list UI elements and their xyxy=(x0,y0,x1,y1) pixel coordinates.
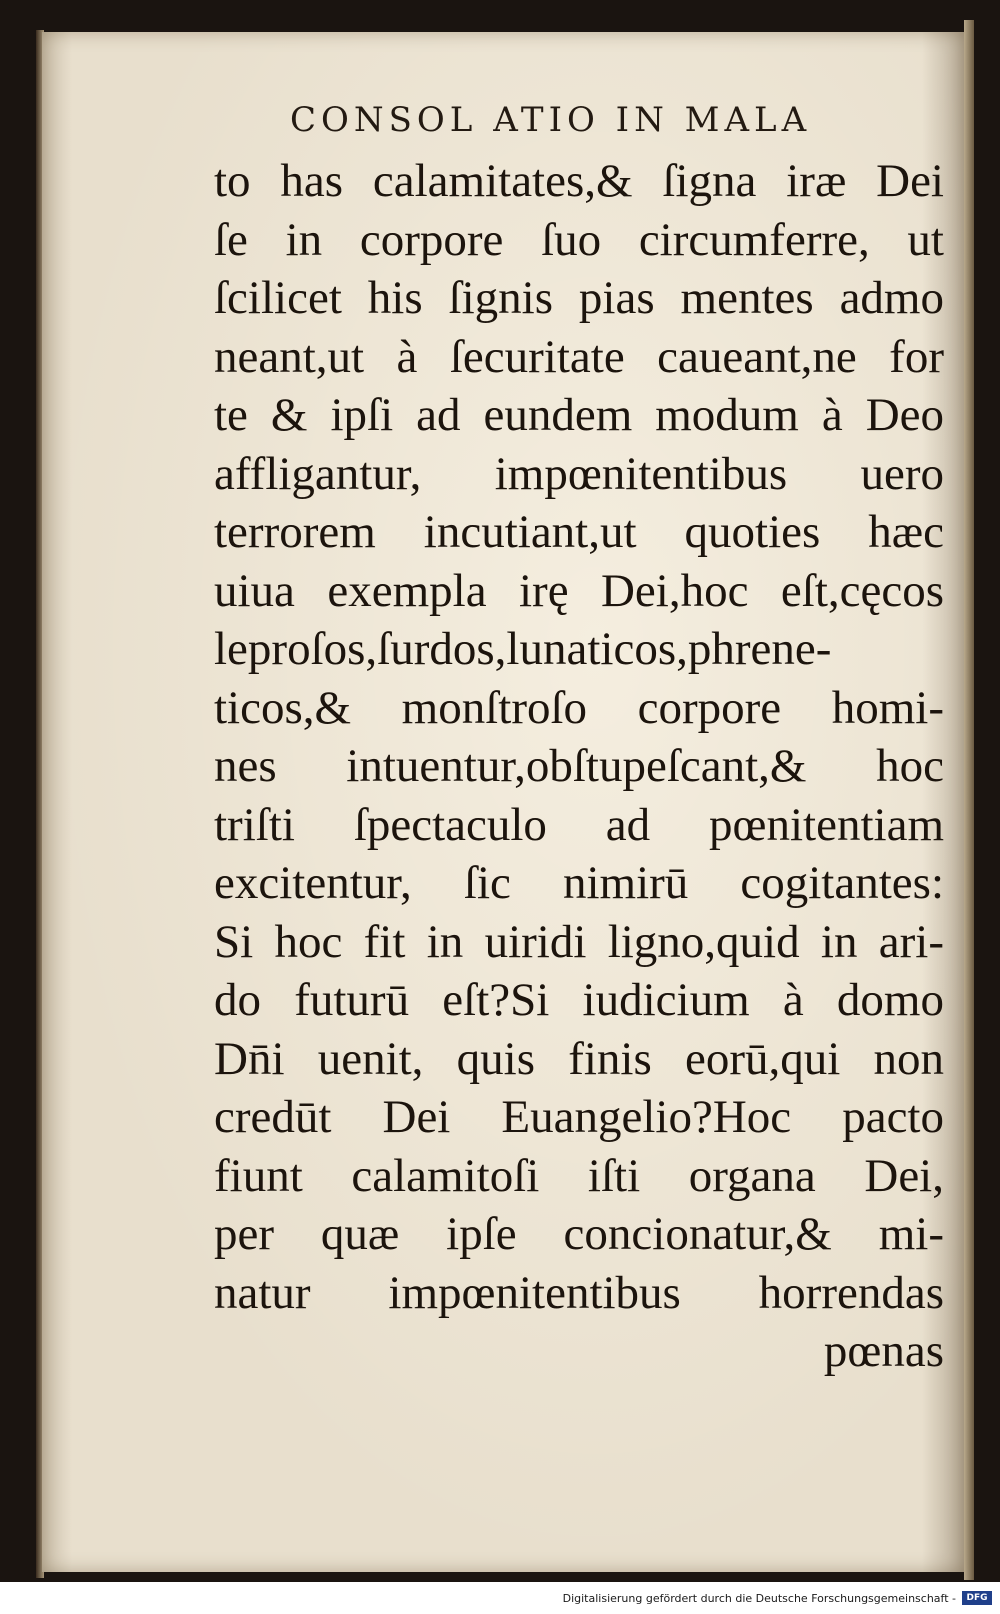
footer-bar xyxy=(0,1582,1000,1614)
text-line: do futurū eſt?Si iudicium à domo xyxy=(214,974,944,1026)
text-line: excitentur, ſic nimirū cogitantes: xyxy=(214,857,944,909)
text-line: ſe in corpore ſuo circumferre, ut xyxy=(214,213,944,266)
text-line: per quæ ipſe concionatur,& mi- xyxy=(214,1208,944,1260)
text-line: nes intuentur,obſtupeſcant,& hoc xyxy=(214,740,944,792)
text-line: uiua exempla irę Dei,hoc eſt,cęcos xyxy=(214,564,944,617)
text-line: neant,ut à ſecuritate caueant,ne for xyxy=(214,330,944,383)
text-line: ſcilicet his ſignis pias mentes admo xyxy=(214,272,944,324)
catchword: pœnas xyxy=(823,1325,944,1377)
text-line: terrorem incutiant,ut quoties hæc xyxy=(214,506,944,558)
text-line: ticos,& monſtroſo corpore homi- xyxy=(214,681,944,734)
text-line: Si hoc fit in uiridi ligno,quid in ari- xyxy=(214,915,944,968)
page-edge-right xyxy=(964,20,974,1580)
text-line: Dn̄i uenit, quis finis eorū,qui non xyxy=(214,1032,944,1085)
text-line: affligantur, impœnitentibus uero xyxy=(214,447,944,500)
text-line: te & ipſi ad eundem modum à Deo xyxy=(214,389,944,441)
footer-credit: Digitalisierung gefördert durch die Deutsche Forschungsgemeinschaft - xyxy=(562,1592,956,1605)
running-head: CONSOL ATIO IN MALA xyxy=(290,100,812,140)
text-line: natur impœnitentibus horrendas xyxy=(214,1266,944,1319)
text-line: triſti ſpectaculo ad pœnitentiam xyxy=(214,798,944,851)
text-line: leproſos,ſurdos,lunaticos,phrene- xyxy=(214,623,832,675)
dfg-logo-icon[interactable]: DFG xyxy=(962,1591,992,1605)
text-line: credūt Dei Euangelio?Hoc pacto xyxy=(214,1091,944,1143)
body-text xyxy=(214,152,944,1381)
text-line: to has calamitates,& ſigna iræ Dei xyxy=(214,155,944,207)
text-line: fiunt calamitoſi iſti organa Dei, xyxy=(214,1149,944,1202)
